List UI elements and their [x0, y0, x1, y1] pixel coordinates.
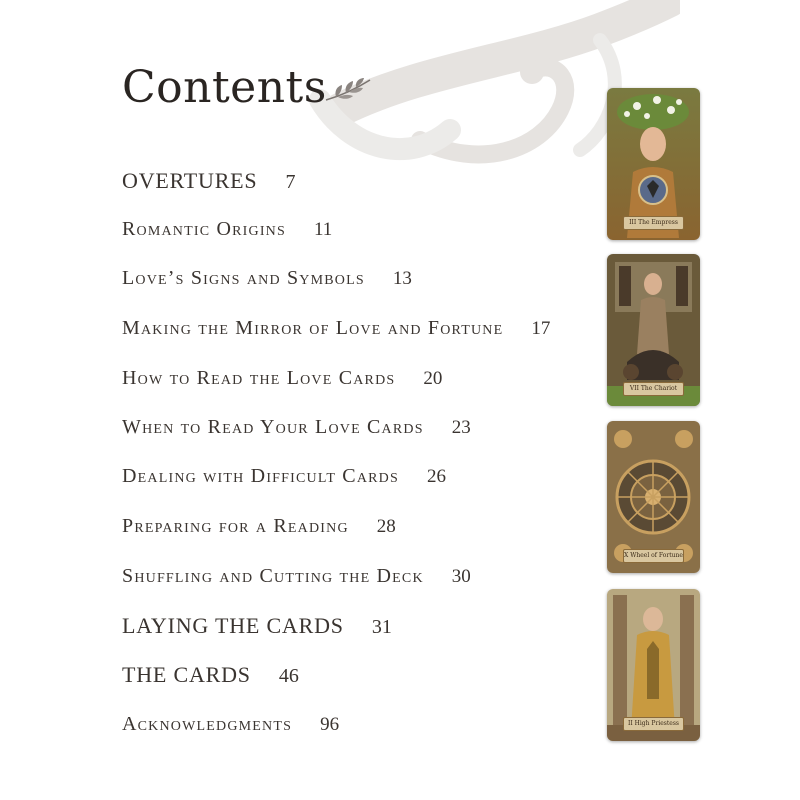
- toc-entry-shuffling[interactable]: [122, 565, 471, 588]
- card-caption: X Wheel of Fortune: [623, 549, 684, 563]
- toc-entry-page: 46: [278, 665, 299, 687]
- toc-entry-page: 7: [285, 171, 296, 193]
- toc-entry-label: Love’s Signs and Symbols: [122, 267, 365, 289]
- toc-entry-page: 30: [451, 566, 471, 587]
- toc-entry-page: 17: [531, 318, 551, 339]
- toc-entry-acknowledgments[interactable]: [122, 713, 339, 736]
- toc-entry-label: When to Read Your Love Cards: [122, 416, 424, 438]
- toc-entry-label: How to Read the Love Cards: [122, 367, 396, 389]
- toc-entry-making-the-mirror[interactable]: [122, 317, 550, 340]
- toc-entry-page: 20: [423, 368, 443, 389]
- toc-entry-page: 23: [451, 417, 471, 438]
- toc-entry-label: OVERTURES: [122, 168, 258, 193]
- toc-entry-the-cards[interactable]: [122, 662, 299, 688]
- page-title: Contents: [122, 62, 327, 113]
- toc-entry-page: 96: [320, 714, 340, 735]
- leaf-sprig-icon: [322, 76, 374, 106]
- toc-entry-overtures[interactable]: [122, 168, 295, 194]
- toc-entry-page: 11: [313, 219, 333, 240]
- toc-entry-label: LAYING THE CARDS: [122, 613, 344, 638]
- toc-entry-label: THE CARDS: [122, 662, 251, 687]
- toc-entry-laying-the-cards[interactable]: [122, 613, 392, 639]
- toc-entry-page: 26: [426, 466, 446, 487]
- toc-entry-signs-and-symbols[interactable]: [122, 267, 412, 290]
- toc-entry-how-to-read[interactable]: [122, 367, 442, 390]
- toc-entry-page: 13: [392, 268, 412, 289]
- toc-entry-label: Romantic Origins: [122, 218, 286, 240]
- tarot-card-wheel-of-fortune: [607, 421, 700, 573]
- toc-entry-label: Making the Mirror of Love and Fortune: [122, 317, 504, 339]
- tarot-card-high-priestess: [607, 589, 700, 741]
- toc-entry-label: Acknowledgments: [122, 713, 293, 735]
- card-caption: II High Priestess: [623, 717, 684, 731]
- toc-entry-page: 31: [371, 616, 392, 638]
- tarot-card-empress: [607, 88, 700, 240]
- toc-entry-page: 28: [376, 516, 396, 537]
- toc-entry-difficult-cards[interactable]: [122, 465, 446, 488]
- toc-entry-preparing[interactable]: [122, 515, 396, 538]
- toc-entry-label: Dealing with Difficult Cards: [122, 465, 399, 487]
- toc-entry-label: Preparing for a Reading: [122, 515, 349, 537]
- toc-entry-romantic-origins[interactable]: [122, 218, 332, 241]
- card-caption: VII The Chariot: [623, 382, 684, 396]
- card-caption: III The Empress: [623, 216, 684, 230]
- toc-entry-when-to-read[interactable]: [122, 416, 471, 439]
- toc-entry-label: Shuffling and Cutting the Deck: [122, 565, 424, 587]
- tarot-card-chariot: [607, 254, 700, 406]
